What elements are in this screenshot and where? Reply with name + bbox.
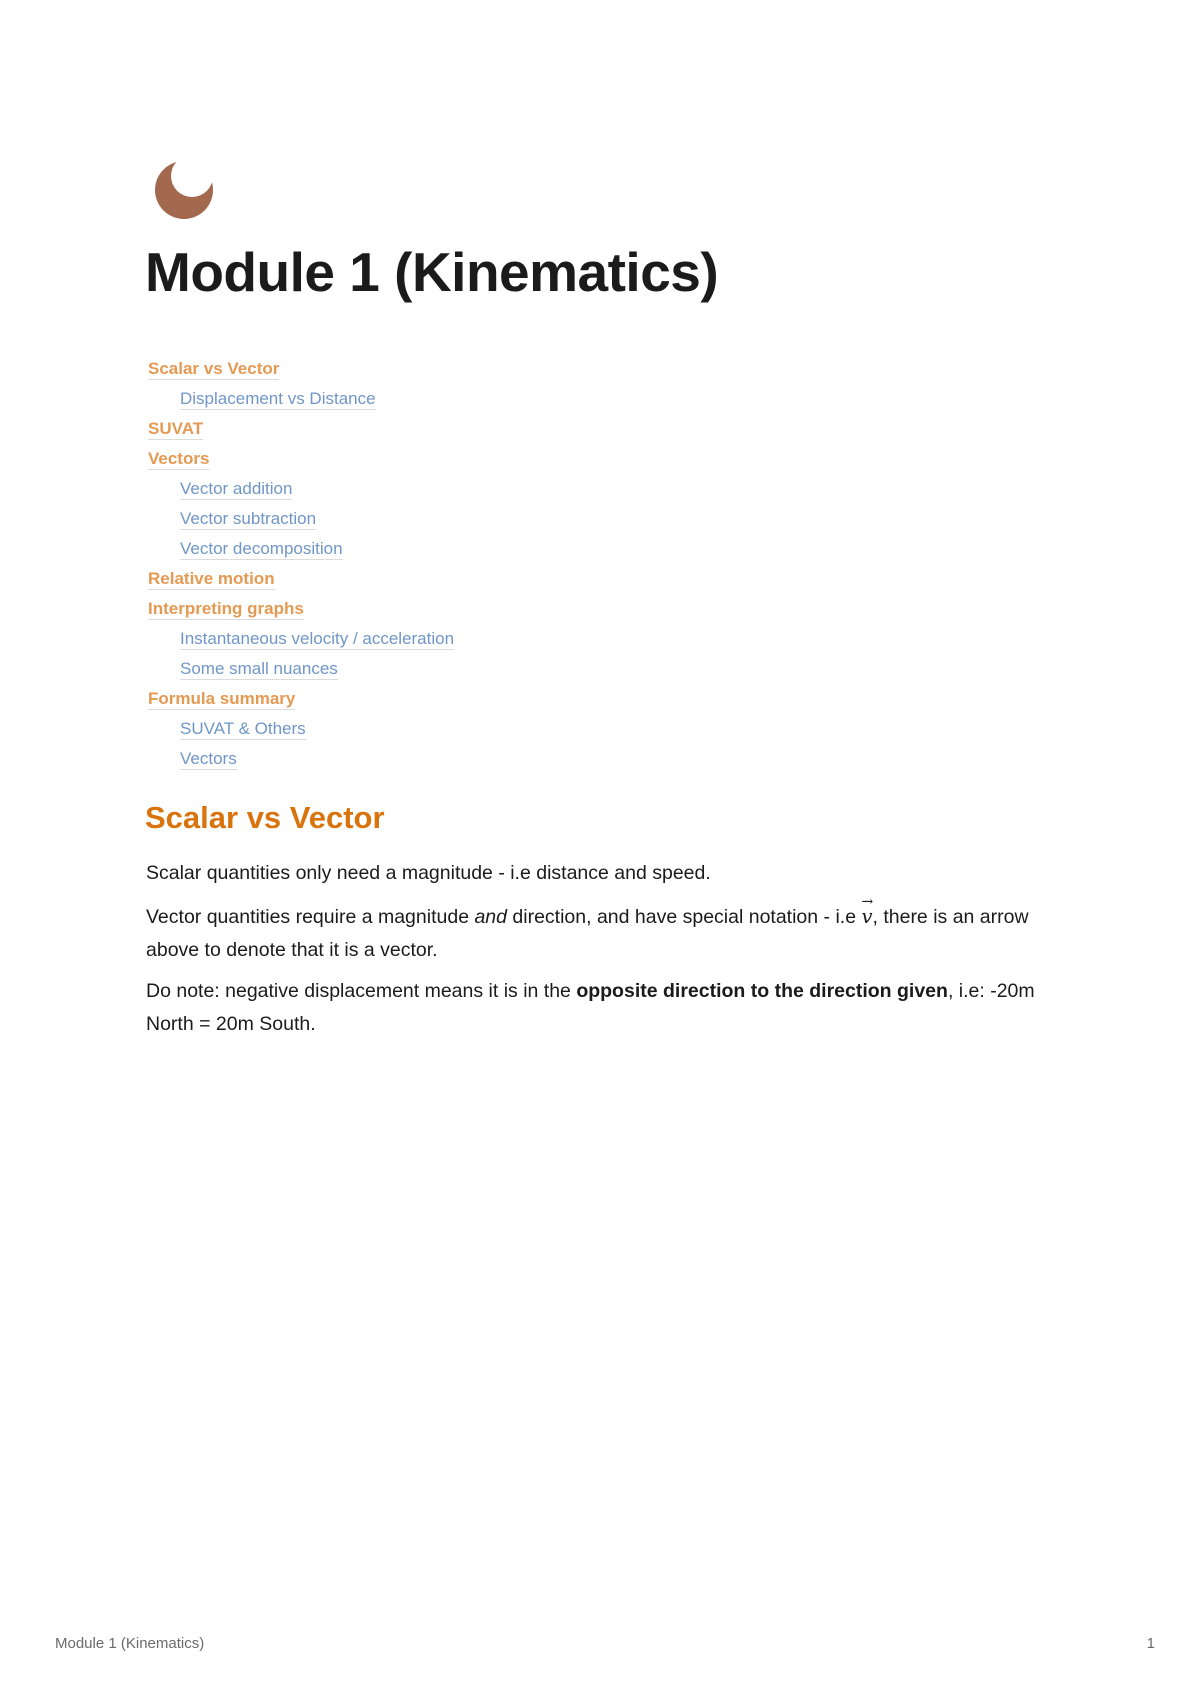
toc-link[interactable]: Relative motion bbox=[148, 569, 275, 588]
toc-link[interactable]: Vector subtraction bbox=[180, 509, 317, 528]
paragraph-note-text: Do note: negative displacement means it is in the bbox=[146, 980, 577, 1002]
paragraph-vector-text: , there is an arrow above to denote that it is a vector. bbox=[146, 906, 1029, 961]
footer-page-number: 1 bbox=[1146, 1635, 1155, 1652]
toc-link[interactable]: Vectors bbox=[148, 449, 210, 468]
footer-title: Module 1 (Kinematics) bbox=[55, 1635, 205, 1652]
paragraph-vector-text: direction, and have special notation - i.e bbox=[507, 906, 862, 928]
toc-item bbox=[148, 444, 454, 474]
paragraph-note bbox=[146, 975, 1046, 1041]
toc-item bbox=[148, 564, 454, 594]
toc-item bbox=[148, 474, 454, 504]
toc-item bbox=[148, 714, 454, 744]
moon-icon bbox=[152, 156, 216, 220]
emphasis-opposite-direction: opposite direction to the direction given bbox=[576, 980, 948, 1002]
toc-item bbox=[148, 414, 454, 444]
toc-link[interactable]: Displacement vs Distance bbox=[180, 389, 376, 408]
toc-link[interactable]: Scalar vs Vector bbox=[148, 359, 280, 378]
paragraph-vector-text: Vector quantities require a magnitude bbox=[146, 906, 475, 928]
toc-item bbox=[148, 684, 454, 714]
table-of-contents bbox=[148, 354, 454, 774]
toc-item bbox=[148, 594, 454, 624]
toc-link[interactable]: Vector addition bbox=[180, 479, 293, 498]
toc-item bbox=[148, 654, 454, 684]
toc-link[interactable]: Interpreting graphs bbox=[148, 599, 304, 618]
toc-link[interactable]: SUVAT bbox=[148, 419, 204, 438]
vector-symbol: → v bbox=[861, 900, 872, 933]
page-title: Module 1 (Kinematics) bbox=[145, 241, 719, 303]
section-heading: Scalar vs Vector bbox=[145, 800, 385, 835]
toc-item bbox=[148, 624, 454, 654]
toc-item bbox=[148, 744, 454, 774]
paragraph-scalar: Scalar quantities only need a magnitude - i.e distance and speed. bbox=[146, 862, 711, 884]
toc-link[interactable]: Vectors bbox=[180, 749, 237, 768]
toc-link[interactable]: Some small nuances bbox=[180, 659, 338, 678]
toc-link[interactable]: Vector decomposition bbox=[180, 539, 343, 558]
toc-item bbox=[148, 534, 454, 564]
toc-link[interactable]: Formula summary bbox=[148, 689, 296, 708]
toc-item bbox=[148, 354, 454, 384]
toc-link[interactable]: SUVAT & Others bbox=[180, 719, 306, 738]
paragraph-note-text: , i.e: -20m North = 20m South. bbox=[146, 980, 1035, 1035]
toc-item bbox=[148, 384, 454, 414]
emphasis-and: and bbox=[474, 906, 507, 928]
toc-link[interactable]: Instantaneous velocity / acceleration bbox=[180, 629, 455, 648]
toc-item bbox=[148, 504, 454, 534]
paragraph-vector bbox=[146, 900, 1046, 967]
